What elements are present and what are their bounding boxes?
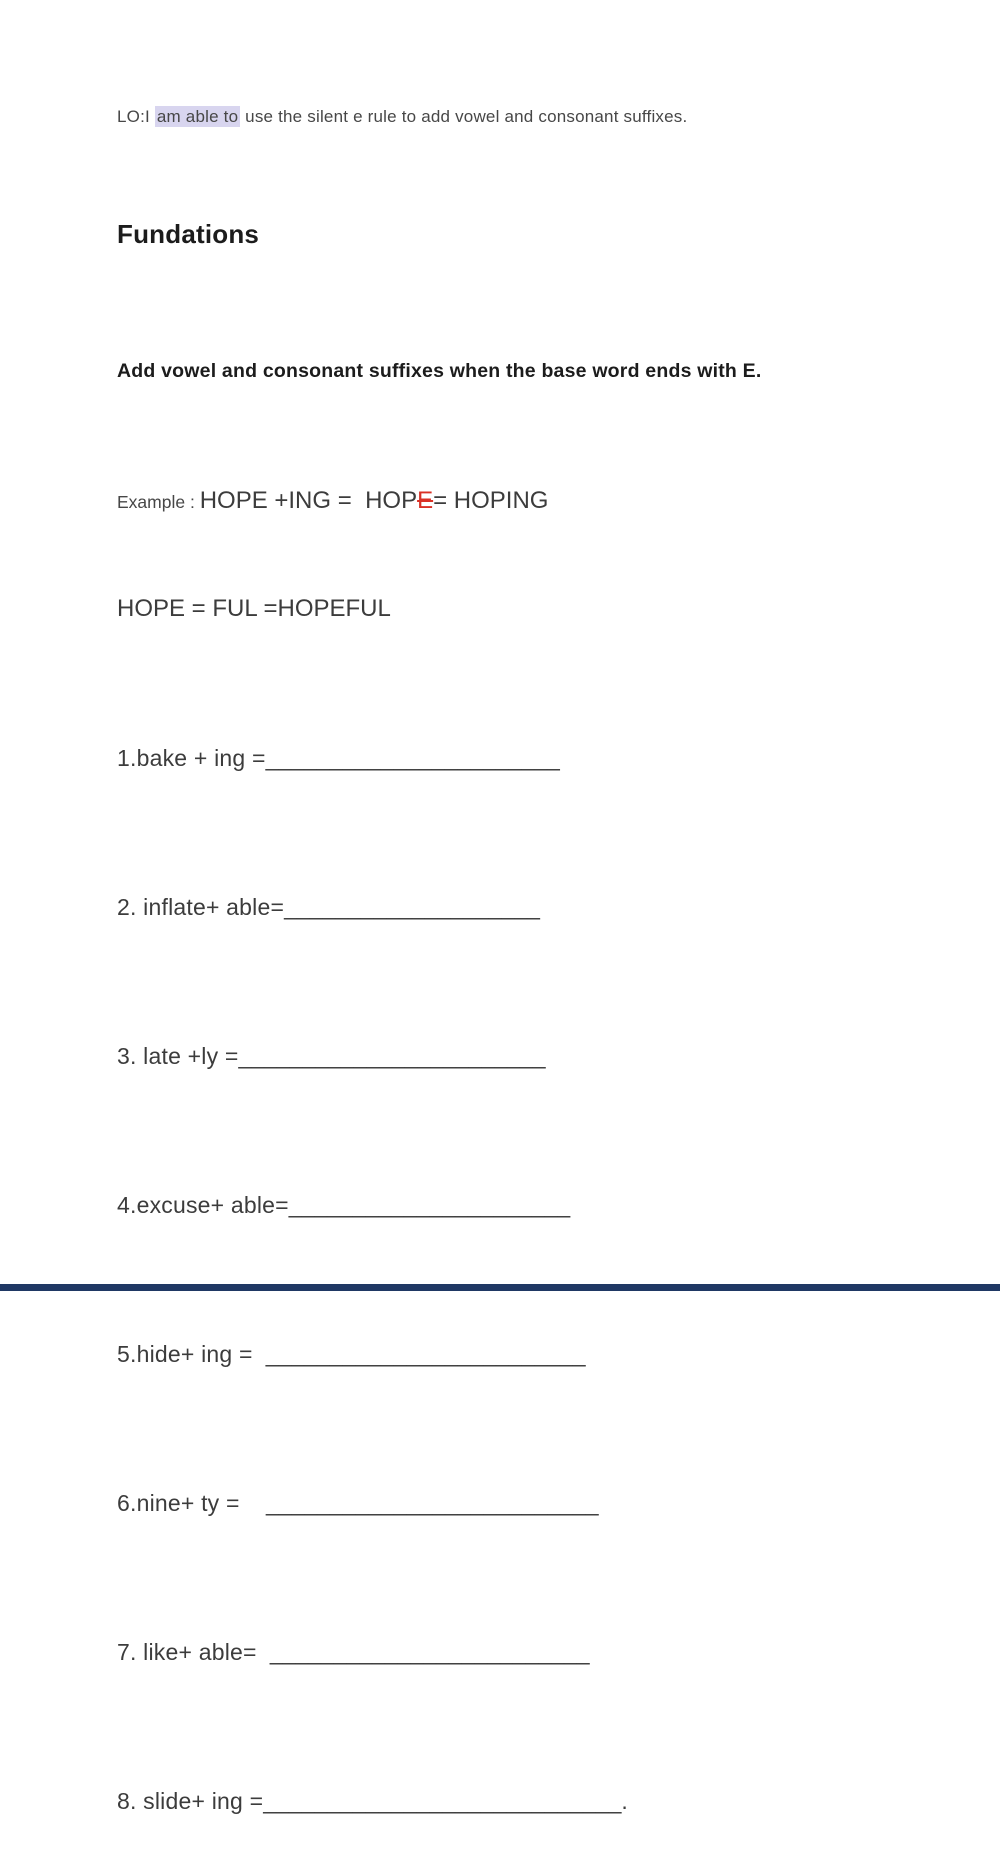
- struck-silent-e: E: [417, 486, 434, 514]
- example-part1: HOPE +ING = HOP: [199, 486, 418, 514]
- instruction-heading: Add vowel and consonant suffixes when the base word ends with E.: [117, 359, 762, 382]
- exercise-label: 2. inflate+ able=: [117, 893, 285, 920]
- answer-blank[interactable]: ________________________: [238, 1042, 546, 1069]
- page-title: Fundations: [117, 218, 260, 249]
- exercise-label: 1.bake + ing =: [117, 744, 266, 771]
- exercise-label: 5.hide+ ing =: [117, 1340, 266, 1367]
- answer-blank[interactable]: ____________________________: [263, 1787, 622, 1814]
- learning-objective: [117, 106, 940, 129]
- lo-suffix: use the silent e rule to add vowel and consonant suffixes.: [240, 107, 688, 126]
- exercise-row-2: [117, 892, 940, 922]
- example-part2: = HOPING: [433, 486, 549, 514]
- answer-blank[interactable]: __________________________: [265, 1489, 599, 1516]
- answer-blank[interactable]: ____________________: [284, 893, 540, 920]
- exercise-row-5: [117, 1339, 940, 1369]
- exercise-label: 3. late +ly =: [117, 1042, 239, 1069]
- answer-blank[interactable]: ______________________: [288, 1191, 571, 1218]
- exercise-label: 7. like+ able=: [117, 1638, 270, 1665]
- example-line: [117, 487, 940, 515]
- answer-blank[interactable]: _______________________: [265, 744, 560, 771]
- answer-blank[interactable]: _________________________: [265, 1340, 586, 1367]
- exercise-row-1: [117, 743, 940, 773]
- exercise-suffix: .: [621, 1787, 628, 1814]
- lo-highlighted-text: am able to: [156, 107, 239, 126]
- exercise-row-6: [117, 1488, 940, 1518]
- example-label: Example :: [117, 491, 200, 512]
- exercise-label: 4.excuse+ able=: [117, 1191, 289, 1218]
- exercise-row-4: [117, 1190, 940, 1220]
- exercise-row-3: [117, 1041, 940, 1071]
- example-line-2: HOPE = FUL =HOPEFUL: [117, 594, 391, 622]
- exercise-row-8: [117, 1786, 940, 1816]
- exercise-row-7: [117, 1637, 940, 1667]
- lo-prefix: LO:I: [117, 107, 155, 126]
- exercise-label: 8. slide+ ing =: [117, 1787, 264, 1814]
- exercise-label: 6.nine+ ty =: [117, 1489, 266, 1516]
- page-footer-bar: [0, 1284, 1000, 1291]
- answer-blank[interactable]: _________________________: [269, 1638, 590, 1665]
